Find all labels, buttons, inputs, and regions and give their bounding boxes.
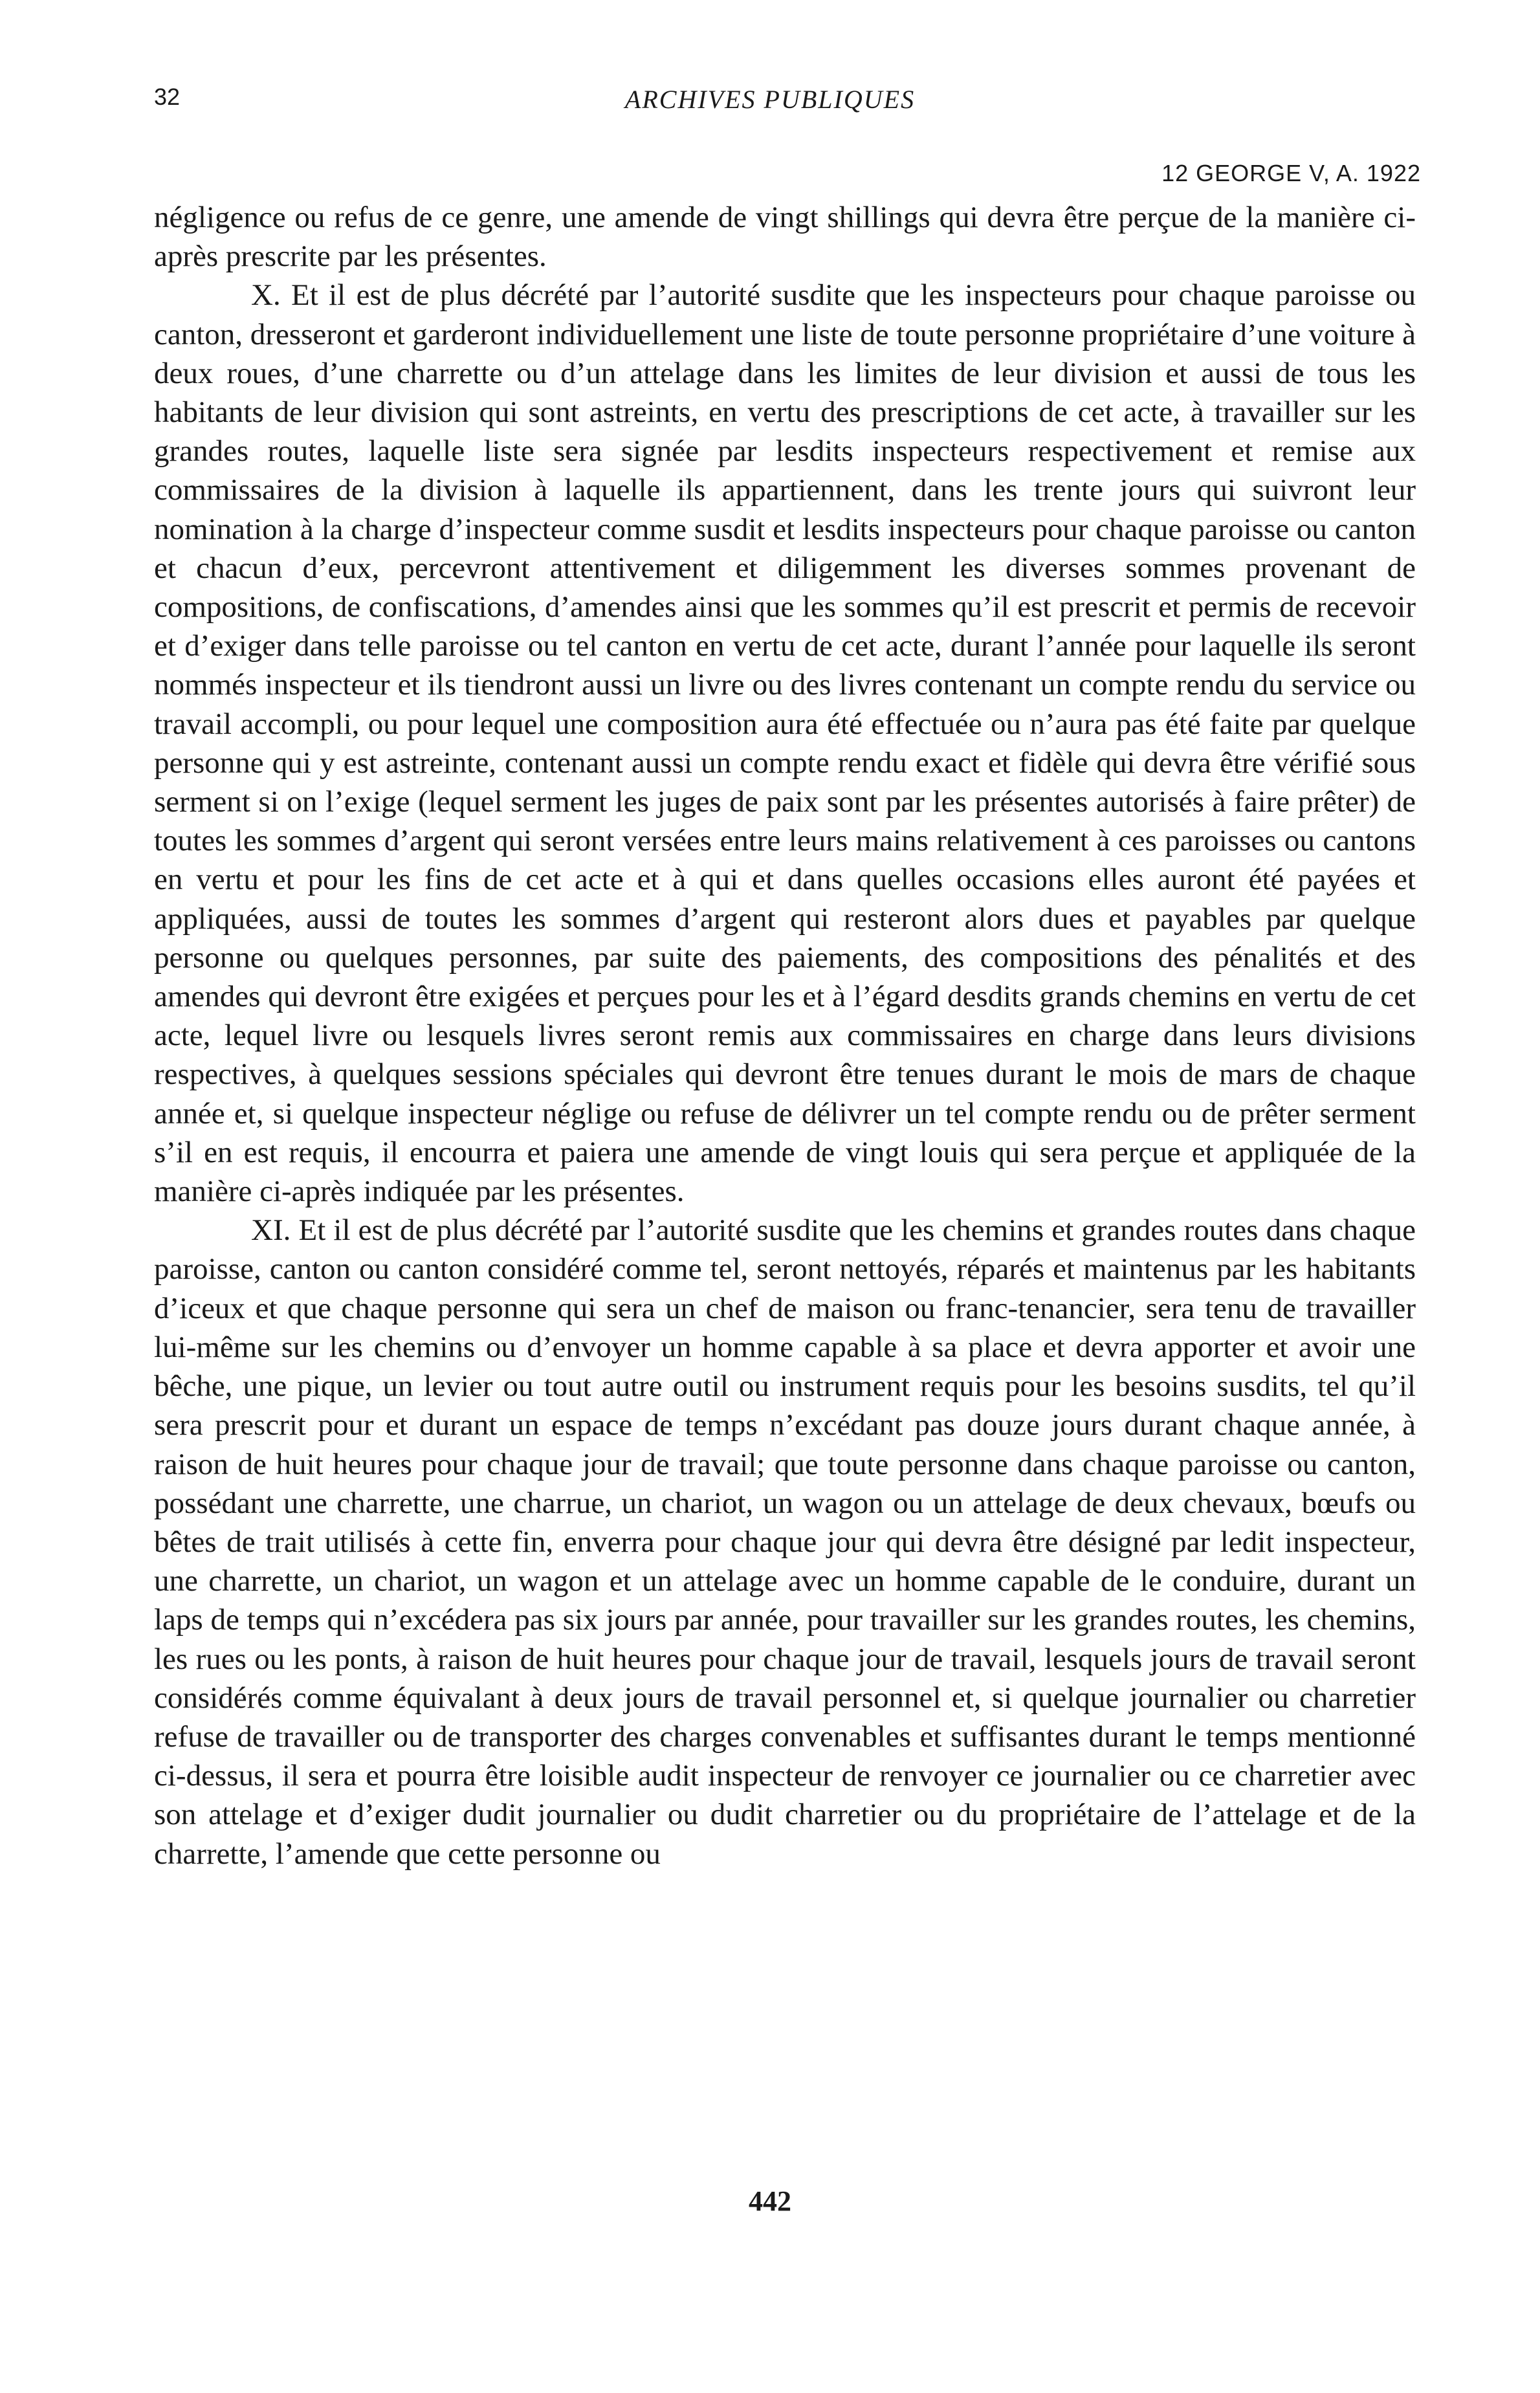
- paragraph-continuation: négligence ou refus de ce genre, une amende de vingt shillings qui devra être perçue de la manière ci-après prescrite par les présentes.: [154, 201, 1416, 274]
- session-label: 12 GEORGE V, A. 1922: [1161, 160, 1421, 186]
- running-title: ARCHIVES PUBLIQUES: [624, 85, 916, 114]
- paragraph-section-xi: XI. Et il est de plus décrété par l’autorité susdite que les chemins et grandes routes dans chaque paroisse, canton ou canton considéré comme tel, seront nettoyés, réparés et maintenus par les habitants d’iceux et que chaque personne qui sera un chef de maison ou franc-tenancier, sera tenu de travailler lui-même sur les chemins ou d’envoyer un homme capable à sa place et devra apporter et avoir une bêche, une pique, un levier ou tout autre outil ou instrument requis pour les besoins susdits, tel qu’il sera prescrit pour et durant un espace de temps n’excédant pas douze jours durant chaque année, à raison de huit heures pour chaque jour de travail; que toute personne dans chaque paroisse ou canton, possédant une charrette, une charrue, un chariot, un wagon ou un attelage de deux chevaux, bœufs ou bêtes de trait utilisés à cette fin, enverra pour chaque jour qui devra être désigné par ledit inspecteur, une charrette, un chariot, un wagon et un attelage avec un homme capable de le conduire, durant un laps de temps qui n’excédera pas six jours par année, pour travailler sur les grandes routes, les chemins, les rues ou les ponts, à raison de huit heures pour chaque jour de travail, lesquels jours de travail seront considérés comme équivalant à deux jours de travail personnel et, si quelque journalier ou charretier refuse de travailler ou de transporter des charges convenables et suffisantes durant le temps mentionné ci-dessus, il sera et pourra être loisible audit inspecteur de renvoyer ce journalier ou ce charretier avec son attelage et d’exiger dudit journalier ou dudit charretier ou du propriétaire de l’attelage et de la charrette, l’amende que cette personne ou: [154, 1213, 1416, 1871]
- paragraph-section-x: X. Et il est de plus décrété par l’autorité susdite que les inspecteurs pour chaque paroisse ou canton, dresseront et garderont individuellement une liste de toute personne propriétaire d’une voiture à deux roues, d’une charrette ou d’un attelage dans les limites de leur division et aussi de tous les habitants de leur division qui sont astreints, en vertu des prescriptions de cet acte, à travailler sur les grandes routes, laquelle liste sera signée par lesdits inspecteurs respectivement et remise aux commissaires de la division à laquelle ils appartiennent, dans les trente jours qui suivront leur nomination à la charge d’inspecteur comme susdit et lesdits inspecteurs pour chaque paroisse ou canton et chacun d’eux, percevront attentivement et diligemment les diverses sommes provenant de compositions, de confiscations, d’amendes ainsi que les sommes qu’il est prescrit et permis de recevoir et d’exiger dans telle paroisse ou tel canton en vertu de cet acte, durant l’année pour laquelle ils seront nommés inspecteur et ils tiendront aussi un livre ou des livres contenant un compte rendu du service ou travail accompli, ou pour lequel une composition aura été effectuée ou n’aura pas été faite par quelque personne qui y est astreinte, contenant aussi un compte rendu exact et fidèle qui devra être vérifié sous serment si on l’exige (lequel serment les juges de paix sont par les présentes autorisés à faire prêter) de toutes les sommes d’argent qui seront versées entre leurs mains relativement à ces paroisses ou cantons en vertu et pour les fins de cet acte et à qui et dans quelles occasions elles auront été payées et appliquées, aussi de toutes les sommes d’argent qui resteront alors dues et payables par quelque personne ou quelques personnes, par suite des paiements, des compositions des pénalités et des amendes qui devront être exigées et perçues pour les et à l’égard desdits grands chemins en vertu de cet acte, lequel livre ou lesquels livres seront remis aux commissaires en charge dans leurs divisions respectives, à quelques sessions spéciales qui devront être tenues durant le mois de mars de chaque année et, si quelque inspecteur néglige ou refuse de délivrer un tel compte rendu ou de prêter serment s’il en est requis, il encourra et paiera une amende de vingt louis qui sera perçue et appliquée de la manière ci-après indiquée par les présentes.: [154, 278, 1416, 1209]
- folio-number: 442: [749, 2185, 791, 2217]
- page-number: 32: [154, 83, 181, 110]
- body-text: [154, 198, 1416, 1873]
